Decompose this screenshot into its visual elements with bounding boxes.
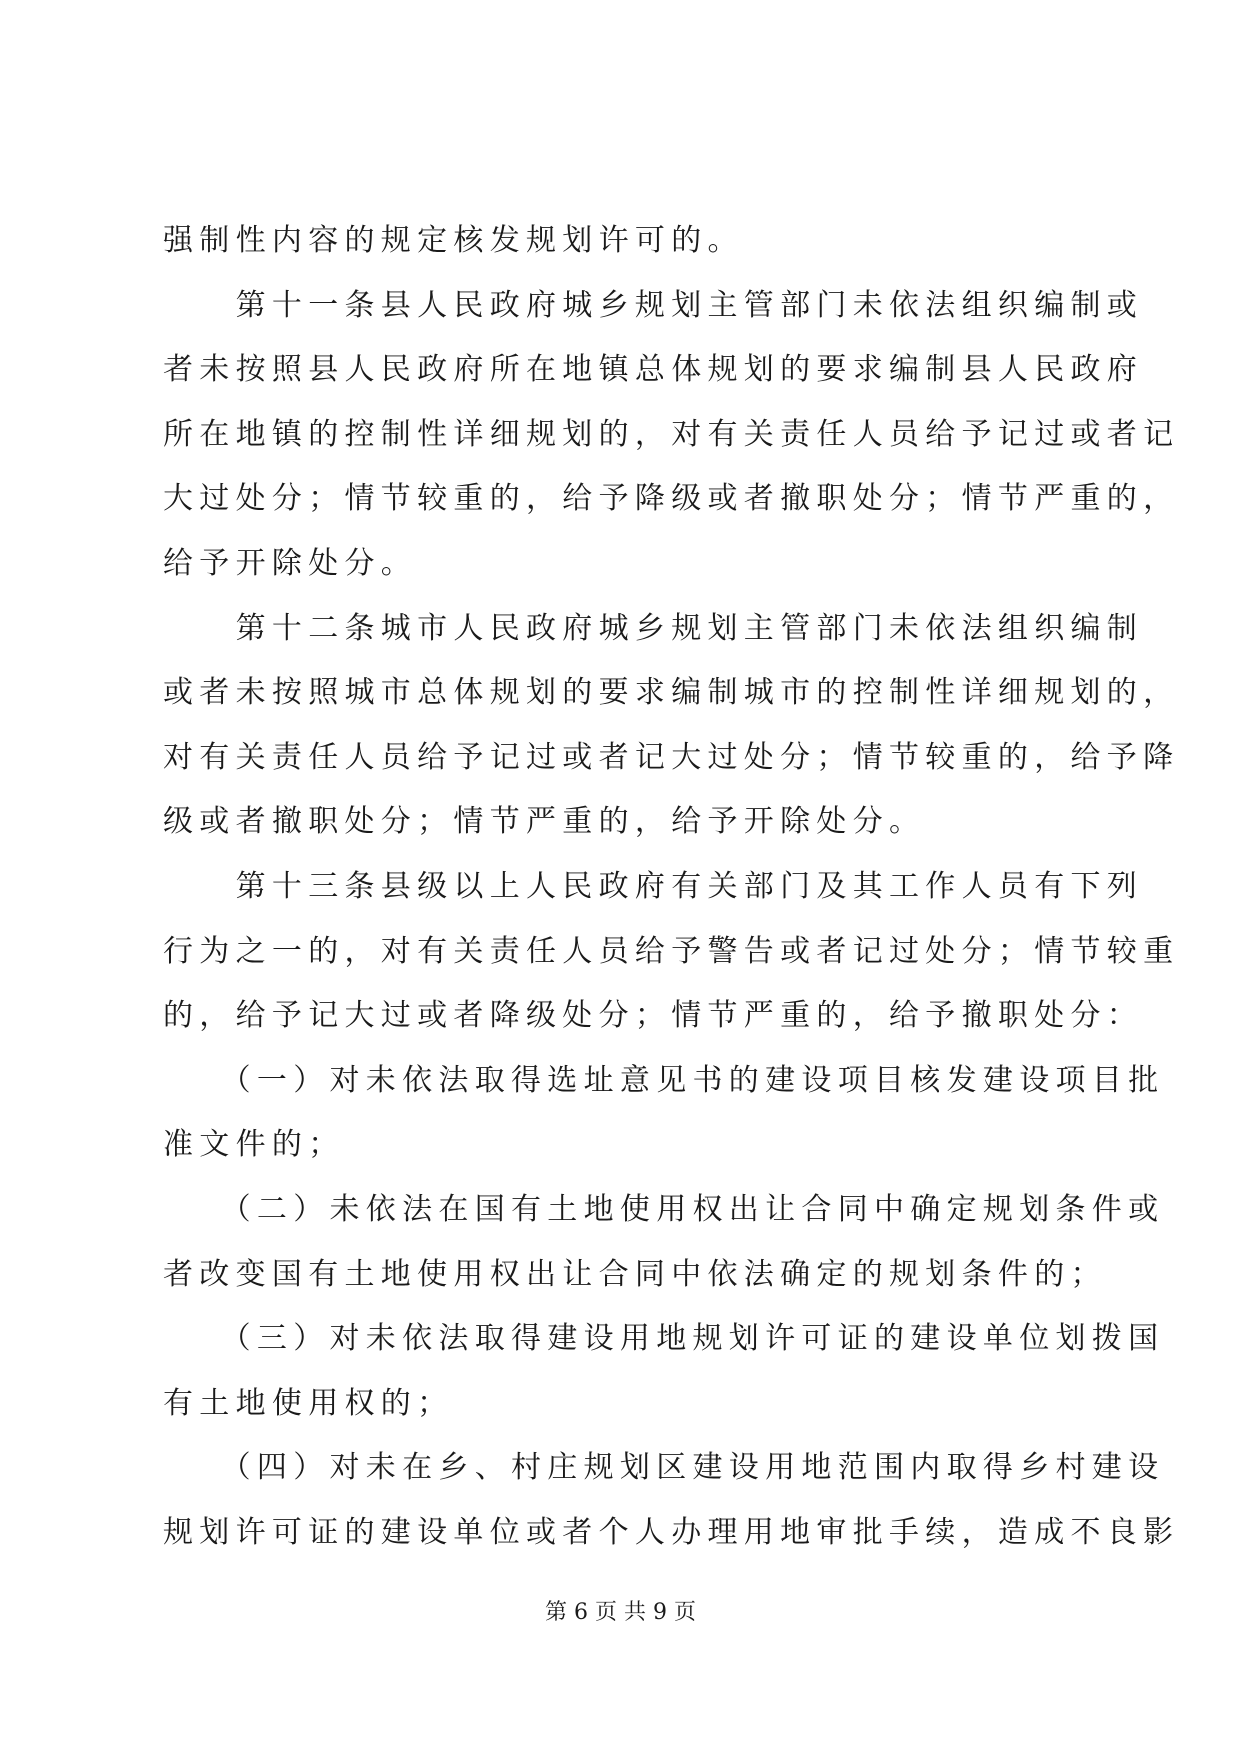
text-line: 第十二条城市人民政府城乡规划主管部门未依法组织编制 — [163, 610, 1144, 646]
text-line: 准文件的； — [163, 1127, 345, 1163]
text-line: （一）对未依法取得选址意见书的建设项目核发建设项目批 — [163, 1062, 1165, 1098]
text-line: （三）对未依法取得建设用地规划许可证的建设单位划拨国 — [163, 1321, 1165, 1357]
text-line: 者改变国有土地使用权出让合同中依法确定的规划条件的； — [163, 1256, 1107, 1292]
text-line: 规划许可证的建设单位或者个人办理用地审批手续，造成不良影 — [163, 1514, 1180, 1550]
text-line: 者未按照县人民政府所在地镇总体规划的要求编制县人民政府 — [163, 352, 1144, 388]
text-line: 所在地镇的控制性详细规划的，对有关责任人员给予记过或者记 — [163, 416, 1180, 452]
document-body — [163, 209, 1180, 1565]
text-line: 给予开除处分。 — [163, 545, 418, 581]
text-line: 的，给予记大过或者降级处分；情节严重的，给予撤职处分： — [163, 998, 1144, 1034]
text-line: 对有关责任人员给予记过或者记大过处分；情节较重的，给予降 — [163, 739, 1180, 775]
text-line: 强制性内容的规定核发规划许可的。 — [163, 223, 744, 258]
text-line: （四）对未在乡、村庄规划区建设用地范围内取得乡村建设 — [163, 1450, 1165, 1486]
text-line: 大过处分；情节较重的，给予降级或者撤职处分；情节严重的， — [163, 481, 1180, 517]
text-line: 行为之一的，对有关责任人员给予警告或者记过处分；情节较重 — [163, 933, 1180, 969]
text-line: 或者未按照城市总体规划的要求编制城市的控制性详细规划的， — [163, 675, 1180, 711]
text-line: （二）未依法在国有土地使用权出让合同中确定规划条件或 — [163, 1191, 1165, 1227]
page-number-footer: 第 6 页 共 9 页 — [545, 1600, 696, 1625]
text-line: 第十三条县级以上人民政府有关部门及其工作人员有下列 — [163, 868, 1144, 904]
text-line: 有土地使用权的； — [163, 1385, 454, 1421]
text-line: 级或者撤职处分；情节严重的，给予开除处分。 — [163, 804, 926, 840]
text-line: 第十一条县人民政府城乡规划主管部门未依法组织编制或 — [163, 287, 1144, 323]
